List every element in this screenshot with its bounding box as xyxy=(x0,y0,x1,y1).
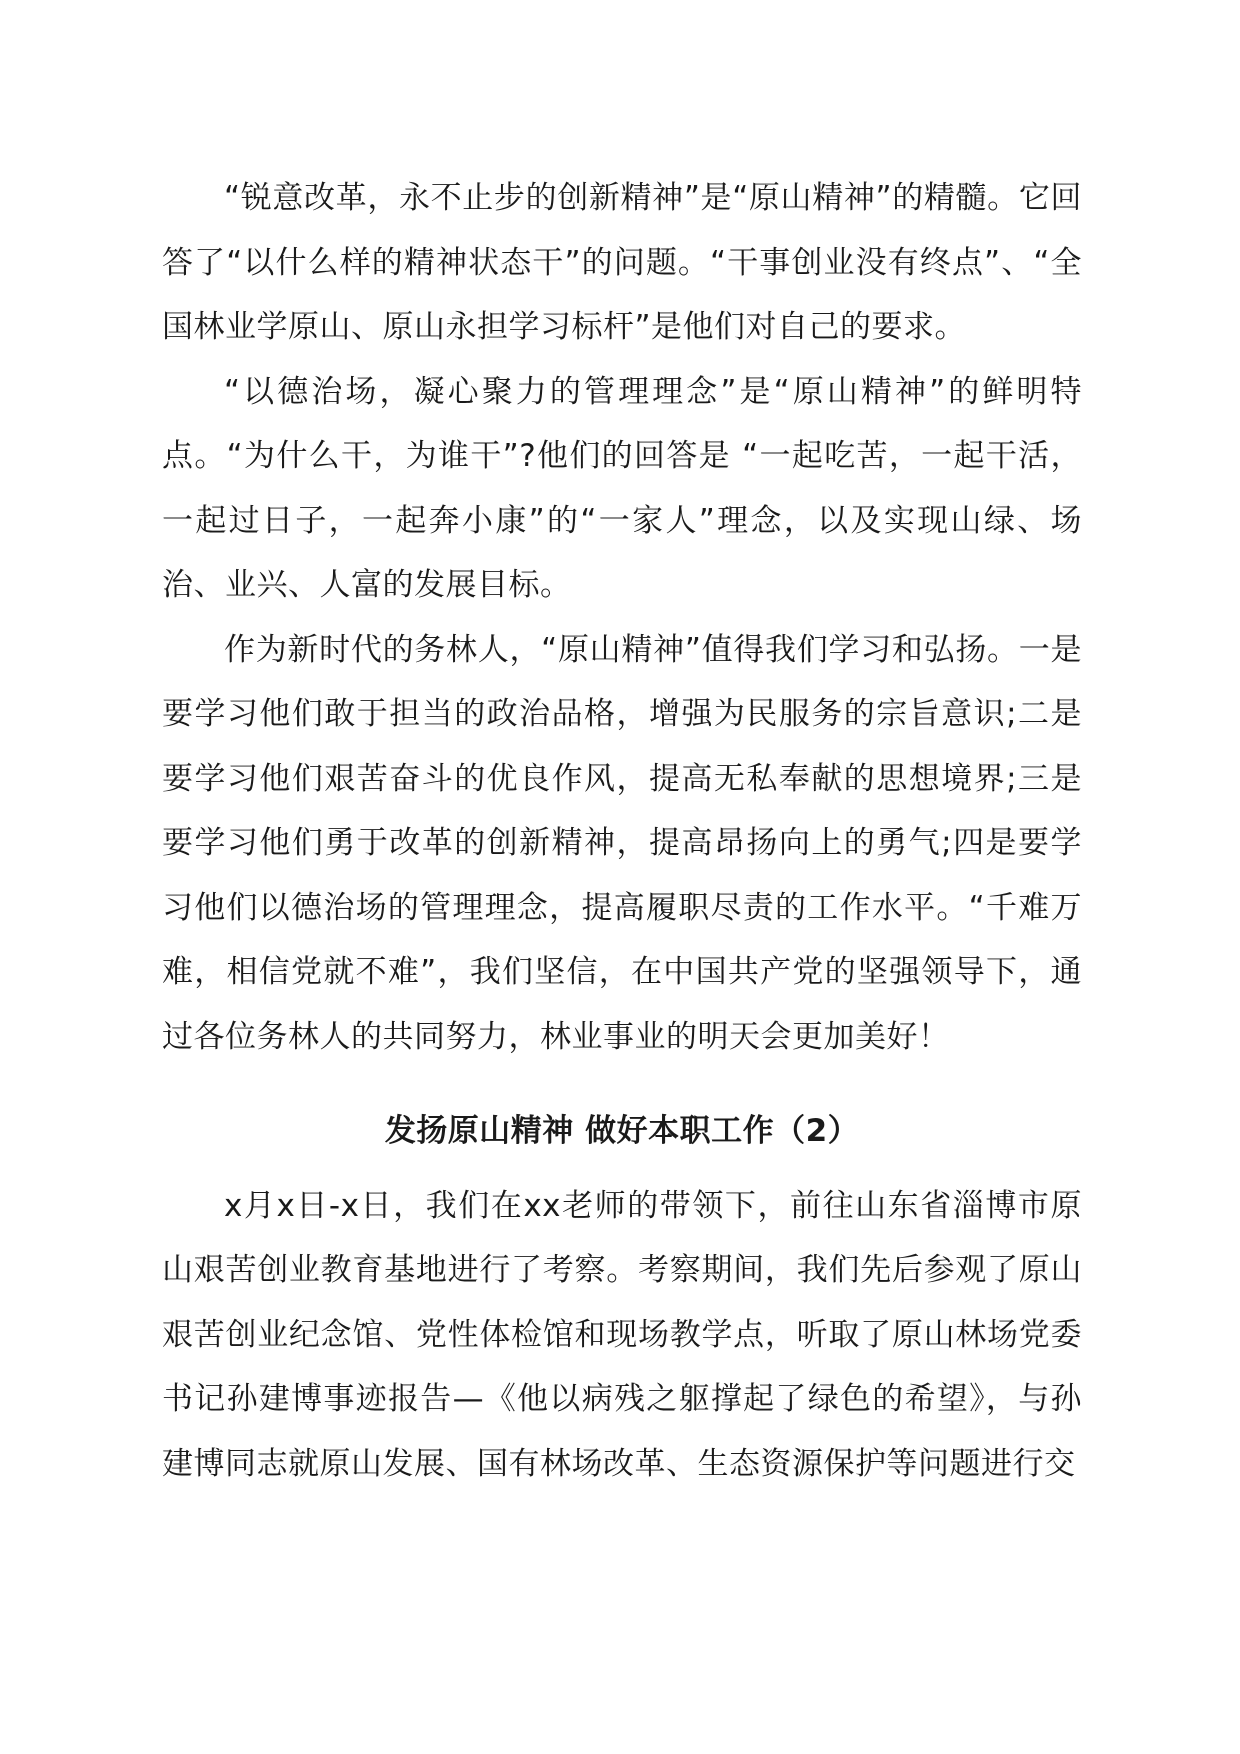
document-page xyxy=(162,166,1082,1496)
paragraph-field-trip: x月x日-x日，我们在xx老师的带领下，前往山东省淄博市原山艰苦创业教育基地进行了考察。考察期间，我们先后参观了原山艰苦创业纪念馆、党性体检馆和现场教学点，听取了原山林场党委书记孙建博事迹报告—《他以病残之躯撑起了绿色的希望》，与孙建博同志就原山发展、国有林场改革、生态资源保护等问题进行交 xyxy=(162,1187,1082,1482)
paragraph-learning-points: 作为新时代的务林人，“原山精神”值得我们学习和弘扬。一是要学习他们敢于担当的政治品格，增强为民服务的宗旨意识;二是要学习他们艰苦奋斗的优良作风，提高无私奉献的思想境界;三是要学习他们勇于改革的创新精神，提高昂扬向上的勇气;四是要学习他们以德治场的管理理念，提高履职尽责的工作水平。“千难万难，相信党就不难”，我们坚信，在中国共产党的坚强领导下，通过各位务林人的共同努力，林业事业的明天会更加美好！ xyxy=(162,631,1082,1055)
section-title: 发扬原山精神 做好本职工作（2） xyxy=(384,1113,860,1149)
paragraph-management-concept: “以德治场，凝心聚力的管理理念”是“原山精神”的鲜明特点。“为什么干，为谁干”?他们的回答是 “一起吃苦，一起干活，一起过日子，一起奔小康”的“一家人”理念，以及实现山绿、场治、业兴、人富的发展目标。 xyxy=(162,373,1082,603)
paragraph-innovation-spirit: “锐意改革，永不止步的创新精神”是“原山精神”的精髓。它回答了“以什么样的精神状态干”的问题。“干事创业没有终点”、“全国林业学原山、原山永担学习标杆”是他们对自己的要求。 xyxy=(162,180,1082,345)
